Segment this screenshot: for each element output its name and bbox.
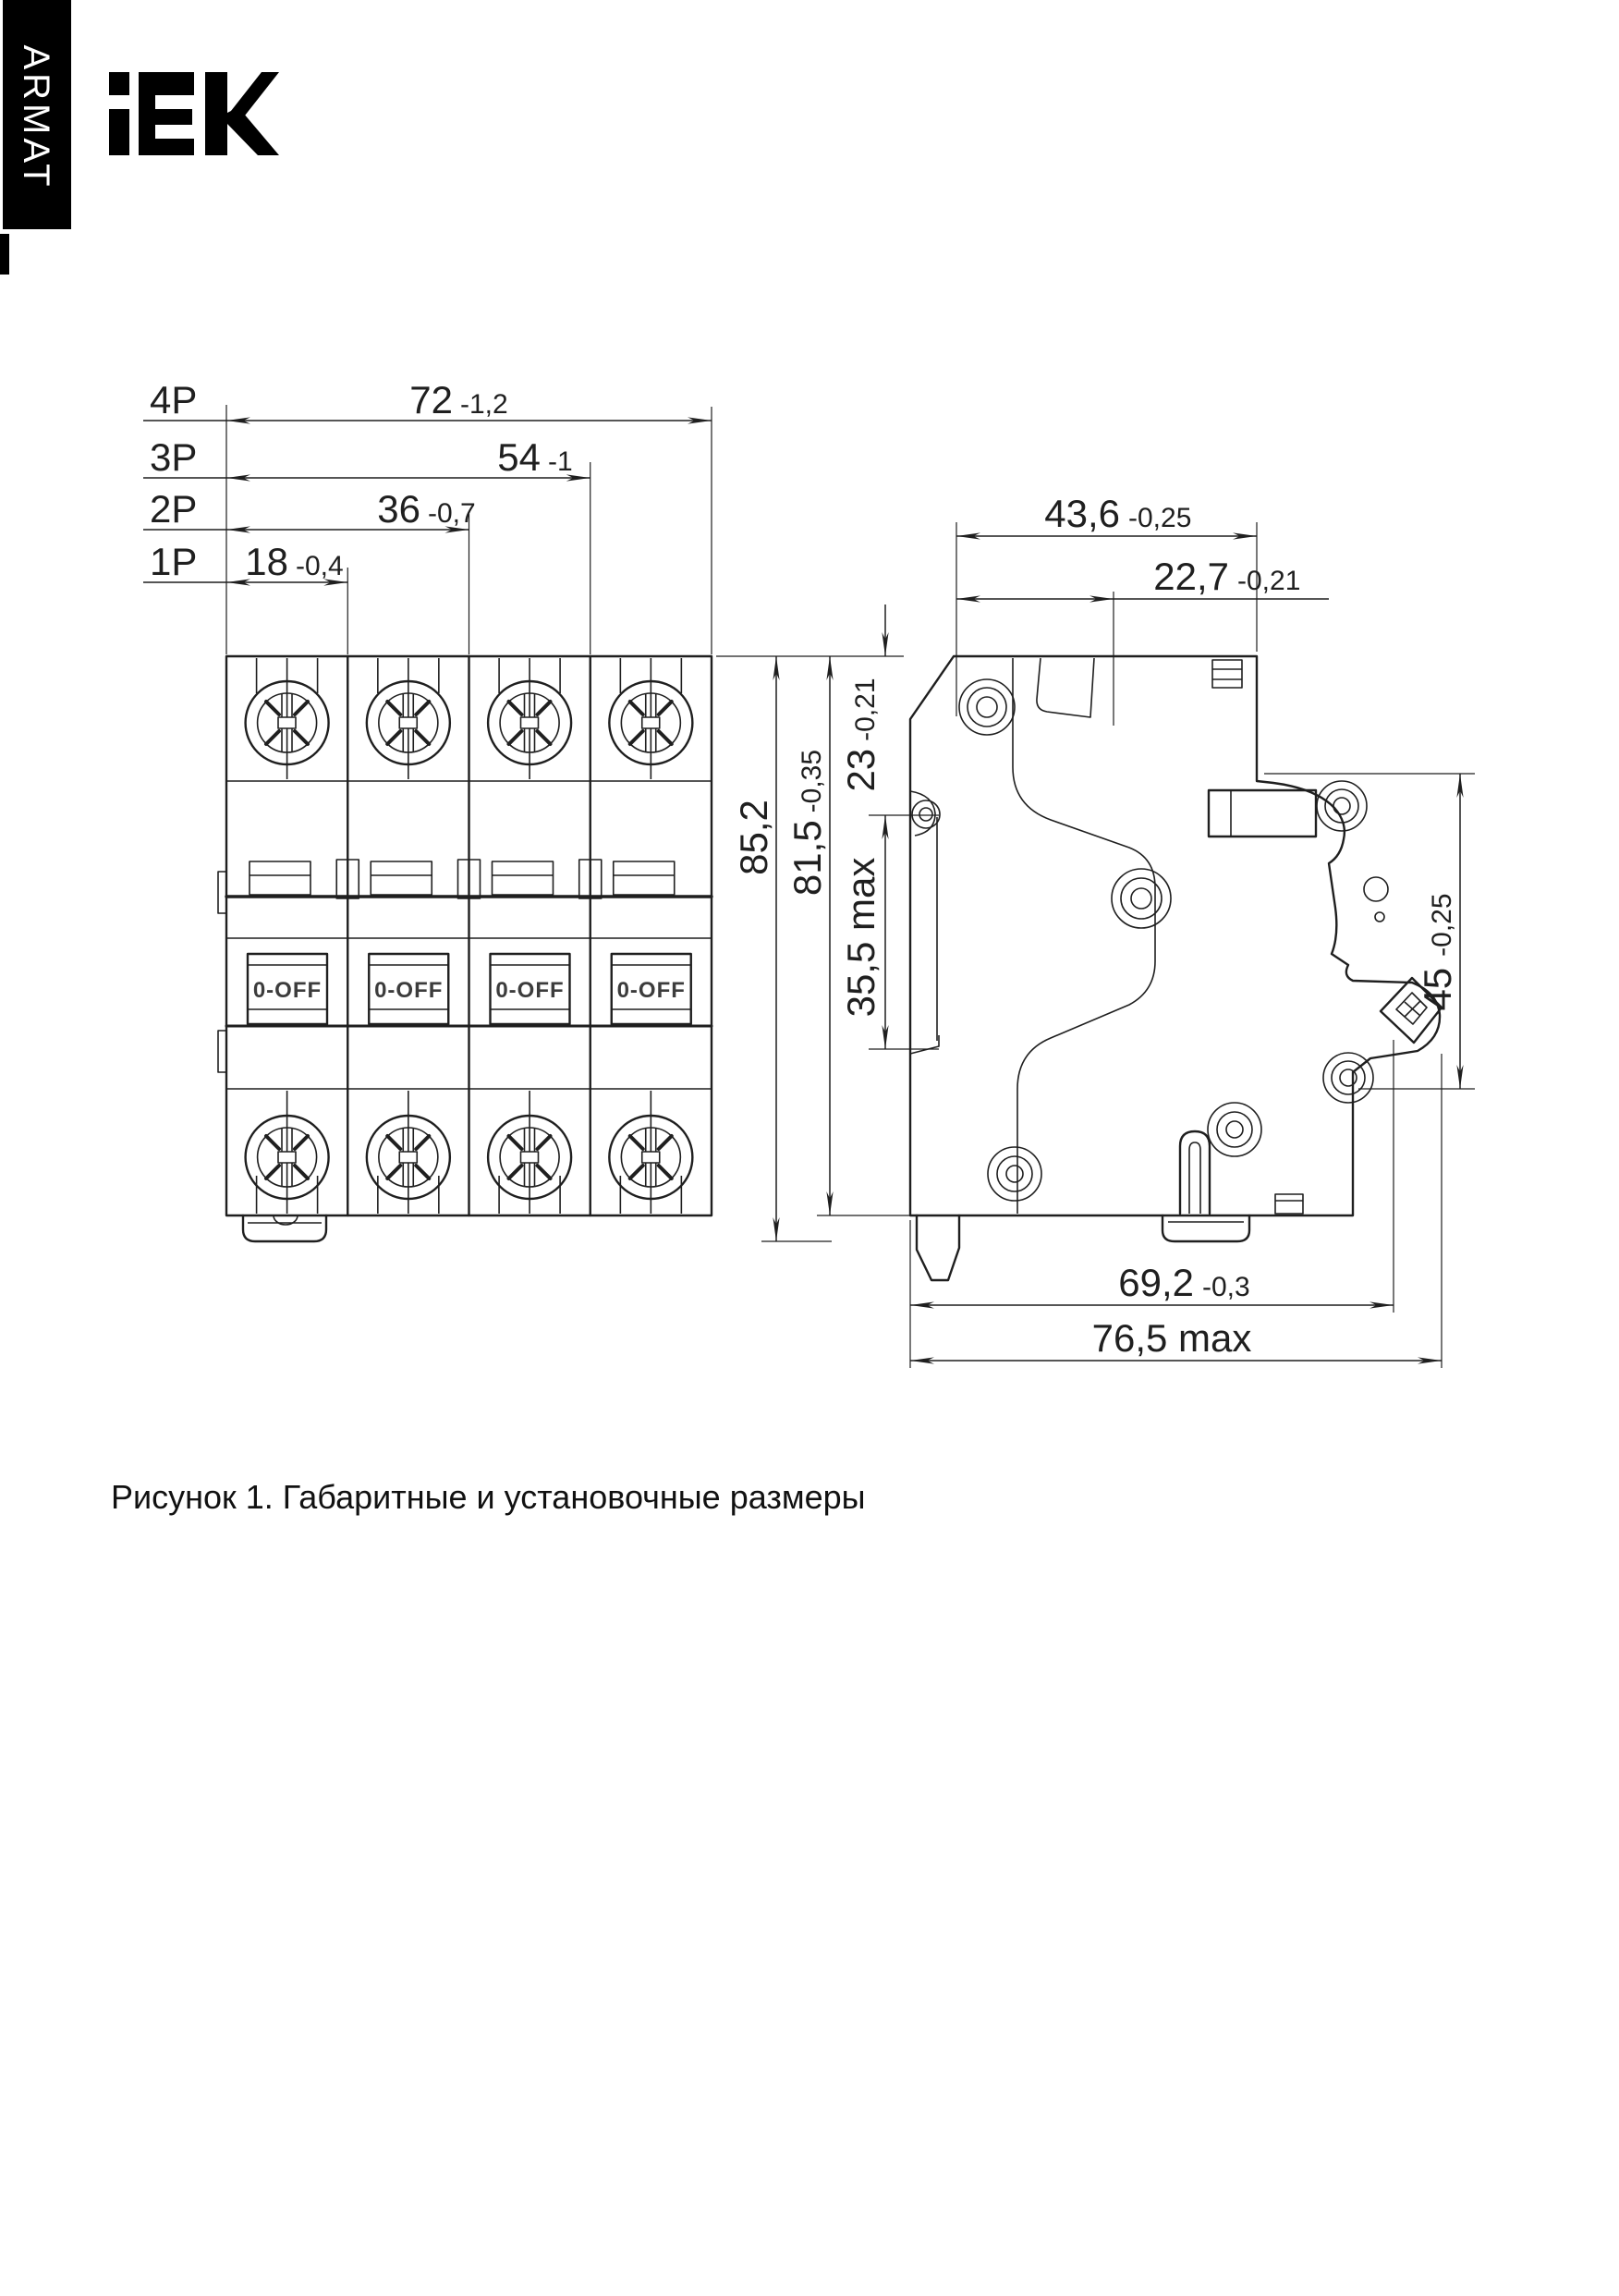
dim-4p <box>143 378 712 421</box>
figure-caption: Рисунок 1. Габаритные и установочные размеры <box>111 1478 866 1516</box>
front-view <box>218 656 712 1241</box>
din-latch-foot <box>243 1215 326 1241</box>
dim-1p <box>143 540 347 583</box>
dim-value: 72 <box>409 378 453 421</box>
pole-label: 4P <box>150 378 198 421</box>
dim-tolerance: -0,7 <box>428 498 476 529</box>
screw-bosses <box>959 679 1388 1201</box>
dim-value: 69,2 <box>1118 1261 1194 1304</box>
series-label: ARMAT <box>16 44 56 190</box>
dim-tolerance: -0,3 <box>1202 1272 1250 1302</box>
brand-sidebar <box>0 0 71 275</box>
side-view <box>910 656 1442 1280</box>
dim-tolerance: -0,35 <box>797 749 827 813</box>
pole-label: 2P <box>150 487 198 531</box>
pole-label: 3P <box>150 435 198 479</box>
dim-value: 22,7 <box>1153 555 1229 598</box>
dim-value: 23 <box>839 748 883 792</box>
dim-2p <box>143 487 476 531</box>
dim-body-height-81-5 <box>785 656 830 1215</box>
dim-tolerance: -0,21 <box>1237 566 1301 596</box>
dim-tolerance: -1 <box>548 446 573 477</box>
dim-value: 76,5 max <box>1091 1316 1252 1360</box>
pole-label: 1P <box>150 540 198 583</box>
iek-logo <box>109 72 279 155</box>
dim-value: 45 <box>1416 967 1459 1011</box>
svg-text:23-0,21 <box>839 678 883 791</box>
dim-tolerance: -0,4 <box>296 551 344 581</box>
dim-width-43-6 <box>956 492 1257 536</box>
dim-value: 36 <box>377 487 420 531</box>
svg-text:45-0,25 <box>1416 893 1459 1010</box>
dim-overall-height-85-2 <box>732 656 776 1241</box>
dim-front-height-45 <box>1416 774 1460 1089</box>
dim-rail-offset-22-7 <box>956 555 1329 599</box>
dim-value-rail-recess: 35,5 max <box>839 857 883 1018</box>
dim-tolerance: -0,25 <box>1128 503 1192 533</box>
dim-value: 81,5 <box>785 820 829 897</box>
dim-value: 18 <box>245 540 288 583</box>
dim-tolerance: -0,21 <box>850 678 881 741</box>
dim-value: 85,2 <box>732 800 775 875</box>
dim-value: 54 <box>497 435 541 479</box>
svg-text:81,5-0,35 <box>785 750 829 896</box>
dim-depth-69-2 <box>910 1261 1394 1305</box>
dim-max-depth-76-5 <box>910 1316 1442 1361</box>
technical-drawing: 0-OFF ARMAT IEK 4P 72 -1,2 3P 54 -1 2P 36 -0,7 1P 18 -0,4 43,6 -0,25 22,7 -0,21 85,2 81,5-0,35 23-0,21 35,5 max 45-0,25 69,2 -0,3 76,5 max Рисунок 1. Габаритные и установочные размеры <box>0 0 1619 2296</box>
dim-3p <box>143 435 590 479</box>
dim-tolerance: -0,25 <box>1427 893 1457 957</box>
dim-top-to-rail-23 <box>839 605 885 1049</box>
corner-mark <box>0 234 9 275</box>
dim-value: 43,6 <box>1044 492 1120 535</box>
dim-tolerance: -1,2 <box>460 389 508 420</box>
